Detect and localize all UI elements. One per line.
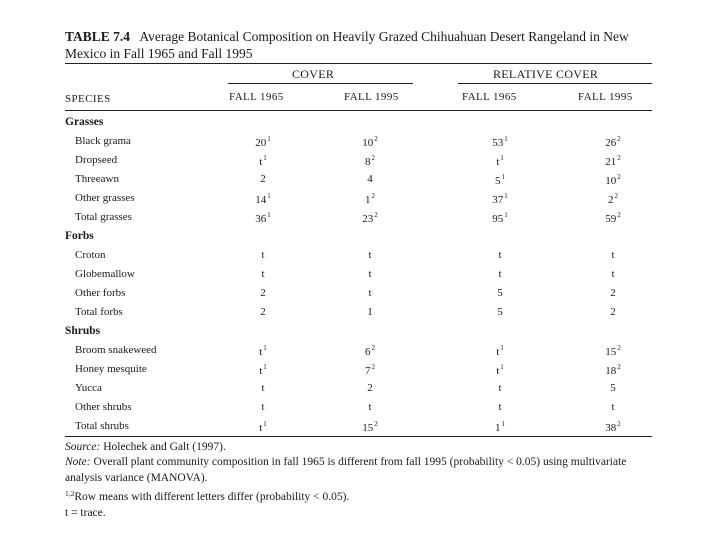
cell-superscript: 2 — [371, 192, 375, 200]
cell-value: 2 — [260, 306, 266, 318]
category-row — [65, 116, 652, 134]
table-cell — [583, 173, 643, 187]
cell-superscript: 2 — [617, 211, 621, 219]
cell-superscript: 2 — [371, 344, 375, 352]
cell-value: t — [496, 365, 500, 377]
cell-value: 6 — [365, 346, 371, 358]
table-cell — [233, 401, 293, 413]
table-number: TABLE 7.4 — [65, 29, 131, 44]
cell-value: t — [498, 249, 502, 261]
table-cell — [340, 211, 400, 225]
cell-superscript: 1 — [501, 173, 505, 181]
table-cell — [583, 287, 643, 299]
cell-value: 20 — [255, 137, 267, 149]
cell-superscript: 2 — [617, 154, 621, 162]
cell-value: 1 — [495, 422, 501, 434]
table-cell — [233, 287, 293, 299]
species-label: Other forbs — [75, 287, 126, 299]
table-cell — [340, 401, 400, 413]
cell-superscript: 1 — [263, 363, 267, 371]
table-cell — [233, 249, 293, 261]
table-cell — [340, 306, 400, 318]
cell-value: 59 — [605, 213, 617, 225]
general-note — [65, 455, 650, 486]
cell-superscript: 1 — [501, 420, 505, 428]
table-cell — [233, 135, 293, 149]
cell-superscript: 1 — [263, 154, 267, 162]
species-label: Globemallow — [75, 268, 135, 280]
relative-cover-group-rule — [458, 83, 652, 84]
cell-value: 10 — [605, 175, 617, 187]
table-cell — [233, 363, 293, 377]
cell-superscript: 2 — [374, 420, 378, 428]
table-cell — [470, 268, 530, 280]
table-cell — [233, 173, 293, 185]
cell-value: 26 — [605, 137, 617, 149]
table-cell — [233, 211, 293, 225]
superscript-marker: 1,2 — [65, 489, 75, 499]
cell-value: t — [259, 422, 263, 434]
note-label: Note: — [65, 456, 91, 469]
table-row — [65, 249, 652, 267]
cell-value: 1 — [367, 306, 373, 318]
cell-superscript: 1 — [500, 344, 504, 352]
cell-value: t — [611, 268, 615, 280]
cell-value: 4 — [367, 173, 373, 185]
species-label: Total grasses — [75, 211, 132, 223]
table-cell — [233, 192, 293, 206]
cell-value: t — [259, 365, 263, 377]
table-cell — [470, 135, 530, 149]
table-cell — [233, 268, 293, 280]
table-row — [65, 401, 652, 419]
cell-superscript: 1 — [267, 211, 271, 219]
table-cell — [233, 154, 293, 168]
cell-value: 10 — [362, 137, 374, 149]
table-cell — [470, 192, 530, 206]
table-cell — [583, 192, 643, 206]
superscript-text: Row means with different letters differ (probability < 0.05). — [74, 491, 350, 504]
cell-value: 21 — [605, 156, 617, 168]
table-cell — [233, 420, 293, 434]
category-row — [65, 230, 652, 248]
table-cell — [583, 306, 643, 318]
species-label: Threeawn — [75, 173, 119, 185]
species-label: Dropseed — [75, 154, 118, 166]
cell-value: t — [368, 287, 372, 299]
group-header-cover: COVER — [292, 67, 335, 81]
cell-superscript: 1 — [263, 344, 267, 352]
cell-value: t — [611, 401, 615, 413]
category-label: Shrubs — [65, 325, 101, 337]
cell-value: t — [259, 156, 263, 168]
species-label: Other grasses — [75, 192, 135, 204]
column-header-species: SPECIES — [65, 93, 111, 105]
table-cell — [583, 154, 643, 168]
cell-superscript: 2 — [374, 135, 378, 143]
category-row — [65, 325, 652, 343]
cell-value: t — [498, 268, 502, 280]
table-notes — [65, 440, 650, 521]
table-cell — [583, 249, 643, 261]
cell-superscript: 1 — [504, 135, 508, 143]
cell-value: t — [368, 249, 372, 261]
cell-value: 15 — [362, 422, 374, 434]
source-text: Holechek and Galt (1997). — [100, 441, 226, 453]
cell-value: 2 — [260, 287, 266, 299]
table-cell — [583, 344, 643, 358]
table-cell — [470, 344, 530, 358]
table-cell — [583, 135, 643, 149]
column-header-relative-1965: FALL 1965 — [462, 91, 517, 103]
cell-value: 14 — [255, 194, 267, 206]
table-cell — [470, 382, 530, 394]
cell-value: 15 — [605, 346, 617, 358]
table-cell — [233, 382, 293, 394]
table-caption: Average Botanical Composition on Heavily Grazed Chihuahuan Desert Rangeland in New Mexico in Fall 1965 and Fall 1995 — [65, 29, 629, 61]
cell-superscript: 2 — [371, 154, 375, 162]
cell-superscript: 2 — [371, 363, 375, 371]
cell-value: 36 — [255, 213, 267, 225]
cell-superscript: 1 — [267, 192, 271, 200]
table-cell — [470, 249, 530, 261]
cover-group-rule — [228, 83, 413, 84]
table-cell — [233, 344, 293, 358]
table-cell — [470, 287, 530, 299]
table-cell — [583, 363, 643, 377]
cell-superscript: 1 — [504, 192, 508, 200]
table-cell — [470, 173, 530, 187]
cell-value: 38 — [605, 422, 617, 434]
cell-superscript: 2 — [617, 363, 621, 371]
table-row — [65, 287, 652, 305]
cell-value: 5 — [610, 382, 616, 394]
table-row — [65, 363, 652, 381]
table-cell — [340, 382, 400, 394]
species-label: Total forbs — [75, 306, 123, 318]
cell-value: t — [611, 249, 615, 261]
table-row — [65, 306, 652, 324]
table-cell — [470, 306, 530, 318]
table-cell — [470, 420, 530, 434]
cell-value: 37 — [492, 194, 504, 206]
table-row — [65, 382, 652, 400]
source-label: Source: — [65, 441, 101, 453]
cell-value: 53 — [492, 137, 504, 149]
cell-superscript: 1 — [267, 135, 271, 143]
bottom-rule — [65, 436, 652, 437]
table-title — [65, 28, 635, 62]
species-label: Yucca — [75, 382, 102, 394]
category-label: Forbs — [65, 230, 94, 242]
species-label: Total shrubs — [75, 420, 129, 432]
cell-value: 95 — [492, 213, 504, 225]
table-cell — [340, 268, 400, 280]
table-cell — [340, 249, 400, 261]
superscript-note — [65, 486, 650, 505]
cell-value: t — [261, 249, 265, 261]
table-cell — [470, 401, 530, 413]
trace-note: t = trace. — [65, 506, 106, 519]
cell-superscript: 2 — [617, 420, 621, 428]
cell-superscript: 1 — [500, 363, 504, 371]
table-row — [65, 154, 652, 172]
table-cell — [340, 344, 400, 358]
group-header-relative-cover: RELATIVE COVER — [493, 67, 599, 81]
cell-superscript: 1 — [504, 211, 508, 219]
top-rule — [65, 63, 652, 64]
cell-value: 2 — [260, 173, 266, 185]
table-cell — [340, 192, 400, 206]
cell-superscript: 1 — [500, 154, 504, 162]
cell-value: 5 — [497, 306, 503, 318]
cell-value: t — [496, 346, 500, 358]
category-label: Grasses — [65, 116, 104, 128]
table-cell — [470, 154, 530, 168]
table-cell — [233, 306, 293, 318]
cell-superscript: 2 — [617, 344, 621, 352]
table-cell — [583, 211, 643, 225]
cell-value: 5 — [495, 175, 501, 187]
cell-value: t — [498, 382, 502, 394]
cell-value: 1 — [365, 194, 371, 206]
note-text: Overall plant community composition in fall 1965 is different from fall 1995 (probability < 0.05) using multivariate analysis variance (MANOVA). — [65, 456, 627, 484]
cell-superscript: 2 — [617, 135, 621, 143]
table-cell — [583, 382, 643, 394]
table-row — [65, 268, 652, 286]
table-row — [65, 192, 652, 210]
species-label: Croton — [75, 249, 106, 261]
table-row — [65, 173, 652, 191]
column-header-cover-1995: FALL 1995 — [344, 91, 399, 103]
cell-value: 18 — [605, 365, 617, 377]
cell-value: t — [261, 268, 265, 280]
species-label: Other shrubs — [75, 401, 132, 413]
table-row — [65, 135, 652, 153]
source-note — [65, 440, 650, 455]
table-cell — [583, 401, 643, 413]
table-cell — [470, 211, 530, 225]
cell-value: 5 — [497, 287, 503, 299]
column-header-relative-1995: FALL 1995 — [578, 91, 633, 103]
cell-value: t — [261, 382, 265, 394]
table-cell — [340, 363, 400, 377]
cell-value: t — [261, 401, 265, 413]
table-row — [65, 344, 652, 362]
table-cell — [583, 420, 643, 434]
cell-value: 2 — [367, 382, 373, 394]
cell-value: t — [259, 346, 263, 358]
table-cell — [340, 154, 400, 168]
table-cell — [340, 173, 400, 185]
cell-superscript: 1 — [263, 420, 267, 428]
cell-value: t — [498, 401, 502, 413]
cell-value: 2 — [610, 306, 616, 318]
species-label: Black grama — [75, 135, 131, 147]
cell-value: t — [368, 401, 372, 413]
cell-value: 2 — [610, 287, 616, 299]
table-cell — [583, 268, 643, 280]
column-header-cover-1965: FALL 1965 — [229, 91, 284, 103]
cell-superscript: 2 — [374, 211, 378, 219]
cell-value: t — [368, 268, 372, 280]
header-rule — [65, 110, 652, 111]
cell-value: 8 — [365, 156, 371, 168]
cell-superscript: 2 — [614, 192, 618, 200]
cell-superscript: 2 — [617, 173, 621, 181]
table-cell — [470, 363, 530, 377]
cell-value: 23 — [362, 213, 374, 225]
species-label: Honey mesquite — [75, 363, 147, 375]
cell-value: 2 — [608, 194, 614, 206]
cell-value: t — [496, 156, 500, 168]
table-cell — [340, 420, 400, 434]
table-cell — [340, 287, 400, 299]
table-cell — [340, 135, 400, 149]
table-row — [65, 211, 652, 229]
species-label: Broom snakeweed — [75, 344, 157, 356]
cell-value: 7 — [365, 365, 371, 377]
